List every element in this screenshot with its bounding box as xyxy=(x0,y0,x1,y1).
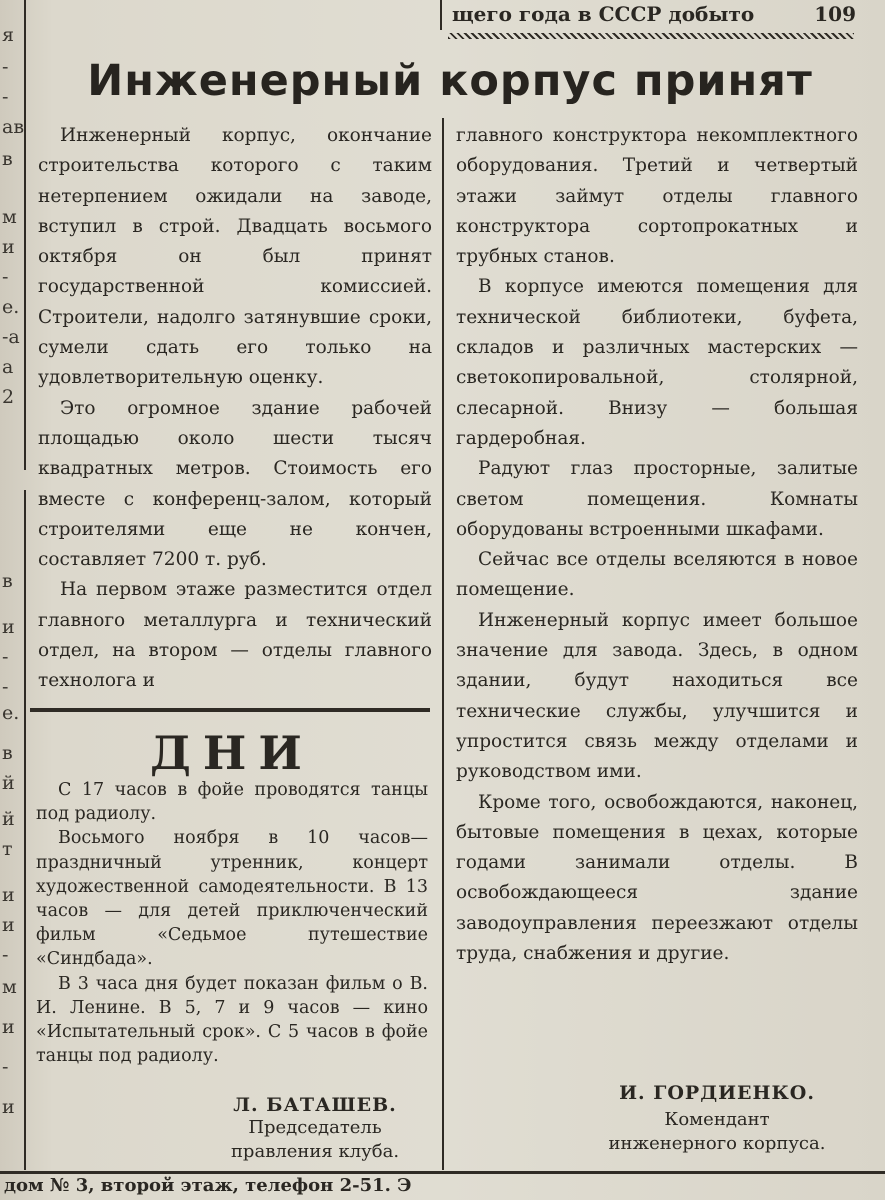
edge-fragment: м xyxy=(2,206,17,228)
top-right-rule xyxy=(440,0,442,30)
dni-signature-title-line: правления клуба. xyxy=(230,1141,400,1162)
edge-fragment: в xyxy=(2,742,13,764)
headline: Инженерный корпус принят xyxy=(87,56,813,106)
dni-signature-name: Л. БАТАШЕВ. xyxy=(233,1094,397,1116)
edge-fragment: и xyxy=(2,236,15,258)
article-paragraph: Это огромное здание рабочей площадью около шести тысяч квадратных метров. Стоимость его вместе с конференц-залом, который строителями еще не кончен, составляет 7200 т. руб. xyxy=(38,397,432,571)
footer-text: дом № 3, второй этаж, телефон 2-51. Э xyxy=(4,1175,412,1196)
edge-fragment: -а xyxy=(2,326,20,348)
dni-text xyxy=(36,778,428,1068)
edge-fragment: й xyxy=(2,772,15,794)
left-edge-fragments xyxy=(0,0,25,1180)
edge-fragment: - xyxy=(2,266,9,288)
article-signature xyxy=(582,1082,852,1156)
dni-signature-title-line: Председатель xyxy=(248,1117,382,1138)
edge-fragment: 2 xyxy=(2,386,15,408)
edge-fragment: й xyxy=(2,808,15,830)
edge-fragment: ав xyxy=(2,116,25,138)
article-paragraph: Радуют глаз просторные, залитые светом помещения. Комнаты оборудованы встроенными шкафами. xyxy=(456,458,858,540)
article-left-column xyxy=(38,121,432,697)
edge-fragment: - xyxy=(2,1056,9,1078)
dni-paragraph: В 3 часа дня будет показан фильм о В. И. Ленине. В 5, 7 и 9 часов — кино «Испытательный срок». С 5 часов в фойе танцы под радиолу. xyxy=(36,973,428,1067)
edge-fragment: а xyxy=(2,356,14,378)
dni-paragraph: Восьмого ноября в 10 часов—праздничный утренник, концерт художественной самодеятельности. В 13 часов — для детей приключенческий фильм «Седьмое путешествие «Синдбада». xyxy=(36,828,428,970)
bottom-rule xyxy=(0,1171,885,1174)
article-paragraph: Инженерный корпус, окончание строительства которого с таким нетерпением ожидали на заводе, вступил в строй. Двадцать восьмого октября он был принят государственной комиссией. Строители, надолго затянувшие сроки, сумели сдать его только на удовлетворительную оценку. xyxy=(38,125,432,389)
edge-fragment: - xyxy=(2,944,9,966)
article-paragraph: Кроме того, освобождаются, наконец, бытовые помещения в цехах, которые годами занимали отделы. В освобождающееся здание заводоуправления переезжают отделы труда, снабжения и другие. xyxy=(456,791,858,965)
article-paragraph: В корпусе имеются помещения для технической библиотеки, буфета, складов и различных мастерских — светокопировальной, столярной, слесарной. Внизу — большая гардеробная. xyxy=(456,276,858,449)
edge-fragment: м xyxy=(2,976,17,998)
article-paragraph: Инженерный корпус имеет большое значение для завода. Здесь, в одном здании, будут находиться все технические службы, улучшится и упростится связь между отделами и руководством ими. xyxy=(456,609,858,783)
article-signature-name: И. ГОРДИЕНКО. xyxy=(619,1082,815,1104)
edge-fragment: т xyxy=(2,838,13,860)
section-divider xyxy=(30,708,430,712)
edge-fragment: в xyxy=(2,148,13,170)
left-column-rule-lower xyxy=(24,490,26,1170)
article-paragraph: главного конструктора некомплектного оборудования. Третий и четвертый этажи займут отделы главного конструктора сортопрокатных и трубных станов. xyxy=(456,125,858,268)
edge-fragment: в xyxy=(2,570,13,592)
edge-fragment: - xyxy=(2,646,9,668)
edge-fragment: е. xyxy=(2,296,20,318)
edge-fragment: и xyxy=(2,1016,15,1038)
edge-fragment: и xyxy=(2,1096,15,1118)
edge-fragment: и xyxy=(2,914,15,936)
center-column-rule xyxy=(442,118,444,1170)
top-divider xyxy=(448,33,854,39)
dni-signature xyxy=(190,1094,440,1164)
article-signature-title-line: инженерного корпуса. xyxy=(608,1133,826,1154)
edge-fragment: - xyxy=(2,56,9,78)
top-snippet-text: щего года в СССР добыто xyxy=(452,2,755,26)
edge-fragment: - xyxy=(2,86,9,108)
article-paragraph: Сейчас все отделы вселяются в новое помещение. xyxy=(456,549,858,601)
article-paragraph: На первом этаже разместится отдел главного металлурга и технический отдел, на втором — отделы главного технолога и xyxy=(38,579,432,692)
page-number: 109 xyxy=(814,2,856,26)
top-snippet xyxy=(452,0,856,28)
edge-fragment: е. xyxy=(2,702,20,724)
article-signature-title-line: Комендант xyxy=(664,1109,770,1130)
edge-fragment: и xyxy=(2,884,15,906)
edge-fragment: я xyxy=(2,24,14,46)
edge-fragment: - xyxy=(2,676,9,698)
article-right-column xyxy=(456,121,858,969)
left-column-rule xyxy=(24,0,26,470)
dni-title: ДНИ xyxy=(150,726,314,780)
dni-paragraph: С 17 часов в фойе проводятся танцы под радиолу. xyxy=(36,780,428,825)
edge-fragment: и xyxy=(2,616,15,638)
